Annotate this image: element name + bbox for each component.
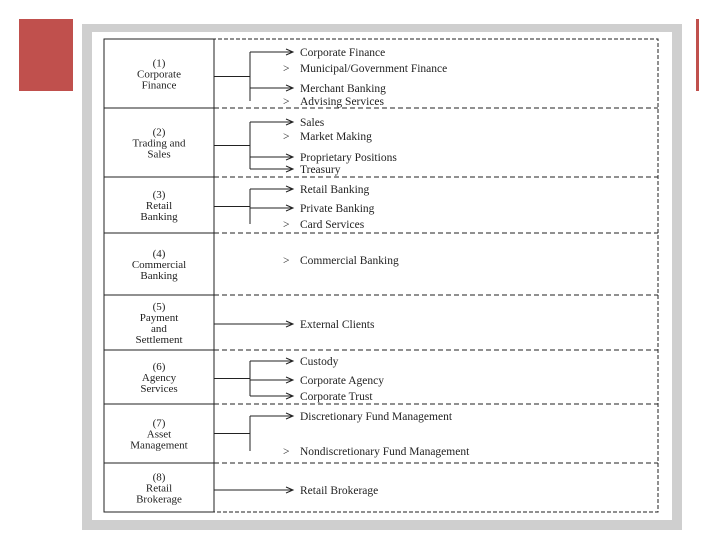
service-label: Discretionary Fund Management xyxy=(300,411,453,423)
category-name-line: Payment xyxy=(139,312,179,324)
service-label: Corporate Agency xyxy=(300,375,384,387)
category-number: (4) xyxy=(152,248,166,260)
category-number: (6) xyxy=(152,361,166,373)
category-name-line: Services xyxy=(140,383,178,395)
category-number: (3) xyxy=(152,189,166,201)
category-name-line: Brokerage xyxy=(136,493,182,506)
service-label: Proprietary Positions xyxy=(300,152,397,164)
category-name-line: Finance xyxy=(141,79,177,92)
category-number: (2) xyxy=(152,126,166,139)
category-name-line: Corporate xyxy=(137,68,181,81)
category-number: (5) xyxy=(152,301,166,313)
bullet-glyph: > xyxy=(283,131,290,143)
service-label: Card Services xyxy=(300,219,365,231)
service-label: Treasury xyxy=(300,164,341,176)
service-label: Market Making xyxy=(300,131,372,143)
bullet-glyph: > xyxy=(283,63,290,75)
service-label: Custody xyxy=(300,356,339,368)
category-name-line: Retail xyxy=(145,482,173,495)
service-label: Municipal/Government Finance xyxy=(300,63,448,75)
category-name-line: and xyxy=(151,323,167,335)
category-name-line: Asset xyxy=(146,428,172,441)
category-name-line: Banking xyxy=(140,270,178,282)
service-label: Advising Services xyxy=(300,96,385,108)
category-name-line: Trading and xyxy=(132,137,186,150)
service-label: Corporate Trust xyxy=(300,391,373,403)
category-name-line: Agency xyxy=(141,372,177,384)
service-label: Commercial Banking xyxy=(300,255,399,267)
service-label: Private Banking xyxy=(300,203,375,215)
category-name-line: Banking xyxy=(140,211,178,223)
category-number: (7) xyxy=(152,417,166,430)
category-name-line: Management xyxy=(130,439,188,452)
service-label: Merchant Banking xyxy=(300,83,386,95)
service-label: Retail Banking xyxy=(300,184,370,196)
category-number: (1) xyxy=(152,57,166,70)
bullet-glyph: > xyxy=(283,96,290,108)
bullet-glyph: > xyxy=(283,255,290,267)
service-label: External Clients xyxy=(300,319,375,331)
category-name-line: Settlement xyxy=(135,334,183,346)
service-label: Sales xyxy=(300,117,325,129)
service-label: Corporate Finance xyxy=(300,47,386,59)
service-label: Nondiscretionary Fund Management xyxy=(300,446,470,458)
bullet-glyph: > xyxy=(283,219,290,231)
category-name-line: Retail xyxy=(145,200,173,212)
category-number: (8) xyxy=(152,471,166,484)
bullet-glyph: > xyxy=(283,446,290,458)
category-name-line: Sales xyxy=(147,148,171,161)
service-label: Retail Brokerage xyxy=(300,485,379,497)
category-name-line: Commercial xyxy=(131,259,187,271)
